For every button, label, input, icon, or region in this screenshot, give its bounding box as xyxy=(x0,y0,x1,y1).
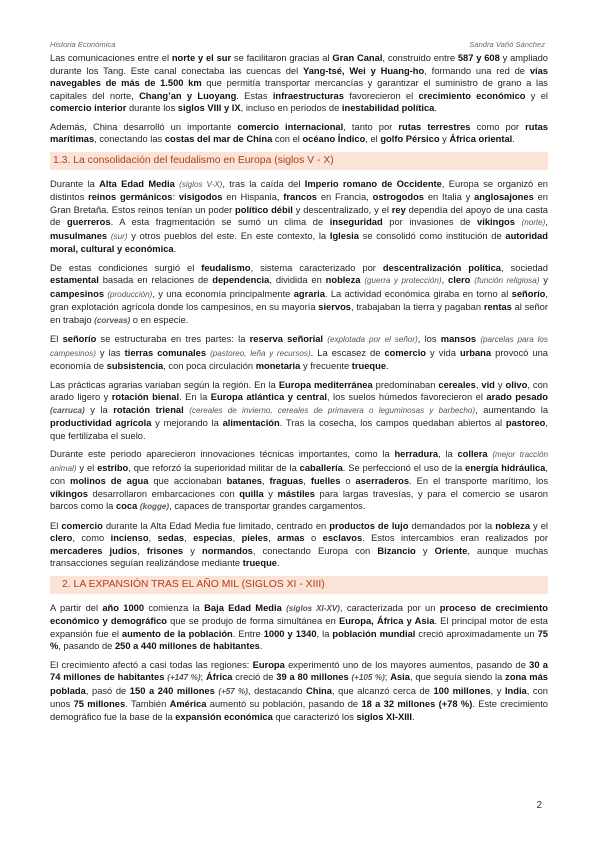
text-run: , sistema caracterizado por xyxy=(250,262,383,273)
bold-term: alimentación xyxy=(222,418,280,428)
text-run: y xyxy=(494,379,506,390)
bold-term: reserva señorial xyxy=(249,334,324,344)
text-run: , que seguía siendo la xyxy=(409,672,506,682)
bold-term: caballería xyxy=(299,462,343,473)
bold-term: crecimiento económico xyxy=(418,90,526,101)
text-run: . A esta fragmentación se sumó un clima de xyxy=(110,217,330,227)
text-run: . El principal motor de esta expansión fue el xyxy=(50,616,548,639)
text-run: y vida xyxy=(426,347,460,358)
text-run: . La actividad económica giraba en torno al xyxy=(324,288,512,299)
text-run: . xyxy=(276,558,280,568)
text-run xyxy=(515,217,522,227)
bold-term: clero xyxy=(50,533,73,543)
bold-term: rey xyxy=(391,204,406,215)
text-run: : xyxy=(172,192,179,202)
text-run: , conectando las xyxy=(94,134,165,144)
bold-term: rotación trienal xyxy=(113,404,184,415)
text-run: , caracterizada por un xyxy=(339,602,440,613)
bold-term: costas del mar de China xyxy=(164,134,273,144)
text-run: . xyxy=(386,361,389,371)
bold-term: vid xyxy=(481,379,495,390)
text-run: que caracterizó los xyxy=(272,711,357,722)
text-run: durante los xyxy=(126,103,178,113)
text-run: , la xyxy=(438,449,458,459)
section-heading-expansion: 2. LA EXPANSIÓN TRAS EL AÑO MIL (SIGLOS XI - XIII) xyxy=(50,576,548,594)
bold-term: proceso de crecimiento económico y demográfico xyxy=(50,602,548,626)
emphasis-text: (kogge) xyxy=(139,502,170,511)
bold-term: 30 a 74 millones de habitantes xyxy=(50,659,548,682)
text-run: y mejorando la xyxy=(151,418,223,428)
text-run: , xyxy=(148,533,158,543)
bold-term: rentas xyxy=(483,302,512,312)
text-run: , formando una red de xyxy=(424,65,530,76)
text-run: . En el transporte marítimo, los xyxy=(409,476,548,486)
bold-term: dependencia xyxy=(212,275,270,285)
text-run: A partir del xyxy=(50,602,103,613)
text-run: al señor en trabajo xyxy=(50,302,548,325)
bold-term xyxy=(94,315,130,325)
bold-term: campesinos xyxy=(50,288,105,299)
text-run: desarrollaron embarcaciones con xyxy=(87,488,240,499)
text-run: creció de xyxy=(232,672,277,682)
italic-note: (cereales de invierno, cereales de primavera o leguminosas y barbecho) xyxy=(189,405,476,415)
text-run: . Estos intercambios eran realizados por xyxy=(362,533,548,543)
bold-term: visigodos xyxy=(178,192,223,202)
text-run: y otros pueblos del este. En este contexto, la xyxy=(127,230,330,241)
bold-term: Europa xyxy=(252,659,285,670)
bold-term xyxy=(140,501,169,511)
bold-term: especias xyxy=(193,533,233,543)
text-run: De estas condiciones surgió el xyxy=(50,262,202,273)
text-run: en Francia, xyxy=(317,192,373,202)
text-run: , pasando de xyxy=(58,641,115,651)
paragraph-china-grand-canal xyxy=(50,52,548,115)
bold-term: India xyxy=(504,685,527,696)
bold-term: feudalismo xyxy=(201,262,251,273)
bold-term: rotación bienal xyxy=(111,392,180,402)
text-run: , que fertilizaba el suelo. xyxy=(50,418,548,441)
emphasis-text: (+105 %) xyxy=(351,673,385,682)
bold-term: 39 a 80 millones xyxy=(276,672,349,682)
text-run: o xyxy=(304,533,323,543)
bold-term: Europa mediterránea xyxy=(278,379,373,390)
bold-term: comercio interior xyxy=(50,103,127,113)
text-run: , dividida en xyxy=(269,275,326,285)
paragraph-agrarian-practices xyxy=(50,379,548,443)
text-run: . xyxy=(173,244,177,254)
bold-term xyxy=(218,686,248,696)
text-run: , que alcanzó cerca de xyxy=(331,685,434,696)
text-run: , gran explotación agrícola donde los campesinos, en su mayoría xyxy=(50,288,548,312)
bold-term: Iglesia xyxy=(329,230,359,241)
text-run: Además, China desarrolló un importante xyxy=(50,121,238,132)
paragraph-early-middle-ages xyxy=(50,178,548,256)
bold-term: Alta Edad Media xyxy=(99,178,175,189)
text-run: , xyxy=(261,476,270,486)
text-run: , la xyxy=(316,628,333,639)
bold-term: frisones xyxy=(146,545,184,556)
text-run: , tanto por xyxy=(343,121,399,132)
bold-term: anglosajones xyxy=(474,192,534,202)
text-run: , capaces de transportar grandes cargamentos. xyxy=(169,501,366,511)
text-run: y el xyxy=(525,90,548,101)
text-run: demandados por la xyxy=(408,520,496,531)
bold-term: China xyxy=(305,685,332,696)
emphasis-text: (carruca) xyxy=(50,405,85,415)
text-run: para largas travesías, y para el comercio se usaron barcos como la xyxy=(50,488,548,511)
text-run: , construido entre xyxy=(382,53,458,63)
italic-note: (función religiosa) xyxy=(474,276,540,285)
bold-term: productos de lujo xyxy=(329,520,409,531)
bold-term: inestabilidad política xyxy=(341,103,435,113)
text-run: en Hispania, xyxy=(222,192,284,202)
bold-term: quilla xyxy=(239,488,264,499)
bold-term: molinos de agua xyxy=(70,476,149,486)
paragraph-early-trade xyxy=(50,520,548,570)
bold-term: señorío xyxy=(511,288,546,299)
page-number: 2 xyxy=(536,800,542,811)
bold-term: aserraderos xyxy=(355,476,410,486)
bold-term: productividad agrícola xyxy=(50,418,152,428)
bold-term: 150 a 240 millones xyxy=(129,685,215,696)
bold-term: inseguridad xyxy=(329,217,383,227)
bold-term: estamental xyxy=(50,275,99,285)
text-run: , tras la caída del xyxy=(222,178,305,189)
text-run: . También xyxy=(125,699,170,709)
emphasis-text: (+57 %) xyxy=(218,686,248,696)
text-run: aumentó su población, pasando de xyxy=(206,699,362,709)
text-run: que accionaban xyxy=(148,476,227,486)
bold-term: Bizancio xyxy=(377,545,416,556)
text-run: Las prácticas agrarias variaban según la región. En la xyxy=(50,379,279,390)
bold-term: subsistencia xyxy=(106,361,164,371)
bold-term: 18 a 32 millones xyxy=(361,699,436,709)
bold-term: coca xyxy=(115,501,138,511)
bold-term: vikingos xyxy=(50,488,88,499)
text-run: y descentralizado, y el xyxy=(292,204,392,215)
text-run: Durante este periodo aparecieron innovaciones técnicas importantes, como la xyxy=(50,449,395,459)
text-run: , y xyxy=(490,685,505,696)
bold-term: Baja Edad Media xyxy=(204,602,282,613)
italic-note: (parcelas para los campesinos) xyxy=(50,335,548,358)
bold-term: aumento de la población xyxy=(121,628,233,639)
bold-term: trueque xyxy=(351,361,387,371)
text-run: . Se perfeccionó el uso de la xyxy=(342,462,466,473)
bold-term: incienso xyxy=(110,533,149,543)
bold-term: musulmanes xyxy=(50,230,108,241)
bold-term: América xyxy=(169,699,207,709)
bold-term: agraria xyxy=(293,288,325,299)
italic-note: (sur) xyxy=(110,231,128,241)
bold-term: nobleza xyxy=(495,520,531,531)
bold-term: urbana xyxy=(459,347,492,358)
text-run: por invasiones de xyxy=(382,217,478,227)
text-run: , xyxy=(475,379,482,390)
bold-term: población mundial xyxy=(332,628,416,639)
bold-term: clero xyxy=(448,275,471,285)
bold-term: trueque xyxy=(242,558,277,568)
text-run: y la xyxy=(84,404,114,415)
text-run: en Gran Bretaña. Estos reinos tenían un poder xyxy=(50,192,548,215)
text-run: basada en relaciones de xyxy=(98,275,213,285)
text-run: experimentó uno de los mayores aumentos, pasando de xyxy=(284,659,530,670)
bold-term: infraestructuras xyxy=(272,90,344,101)
bold-term: fraguas xyxy=(269,476,304,486)
text-run: , y una economía principalmente xyxy=(152,288,294,299)
bold-term: político débil xyxy=(235,204,293,215)
bold-term: 587 y 608 xyxy=(457,53,500,63)
bold-term: 250 a 440 millones de habitantes xyxy=(114,641,260,651)
text-run: , incluso en periodos de xyxy=(240,103,342,113)
text-run: , pasó de xyxy=(85,685,130,696)
paragraph-technical-innovations xyxy=(50,448,548,514)
paragraph-regional-growth xyxy=(50,659,548,724)
text-run: . xyxy=(412,711,415,722)
text-run: , destacando xyxy=(247,685,306,696)
bold-term: Imperio romano de Occidente xyxy=(304,178,442,189)
bold-term: nobleza xyxy=(325,275,361,285)
page-header xyxy=(50,40,545,52)
bold-term: arado pesado xyxy=(486,392,548,402)
text-run: ; xyxy=(384,672,391,682)
bold-term: océano Índico xyxy=(302,134,366,144)
bold-term: fuelles xyxy=(310,476,341,486)
bold-term: siglos VIII y IX xyxy=(177,103,241,113)
bold-term: rutas marítimas xyxy=(50,121,549,144)
bold-term: comercio xyxy=(61,520,103,531)
text-run: , xyxy=(268,533,278,543)
bold-term: Oriente xyxy=(434,545,468,556)
bold-term: siervos xyxy=(318,302,351,312)
italic-note: (guerra y protección) xyxy=(364,276,442,285)
text-run: se estructuraba en tres partes: la xyxy=(96,334,250,344)
bold-term: norte y el sur xyxy=(171,53,232,63)
text-run: , aumentando la xyxy=(475,404,549,415)
text-run: y ampliado durante los Tang. Este canal conectaba las cuencas del xyxy=(50,53,548,76)
text-run: y xyxy=(439,134,450,144)
text-run: . Estas xyxy=(236,90,273,101)
text-run: comienza la xyxy=(144,602,205,613)
text-run: ; xyxy=(200,672,206,682)
text-run: . En la xyxy=(179,392,211,402)
bold-term: mástiles xyxy=(277,488,315,499)
text-run: , xyxy=(441,275,449,285)
text-run: . Entre xyxy=(232,628,264,639)
bold-term: francos xyxy=(283,192,318,202)
bold-term: 100 millones xyxy=(433,685,491,696)
bold-term: batanes xyxy=(226,476,262,486)
emphasis-text: (+147 %) xyxy=(167,673,201,682)
bold-term: olivo xyxy=(505,379,528,390)
italic-note: (explotada por el señor) xyxy=(327,335,418,344)
bold-term: sedas xyxy=(157,533,185,543)
bold-term: expansión económica xyxy=(175,711,273,722)
bold-term: cereales xyxy=(438,379,476,390)
bold-term: vikingos xyxy=(477,217,515,227)
text-run: , conectando Europa con xyxy=(252,545,378,556)
text-run: , trabajaban la tierra y pagaban xyxy=(351,302,484,312)
bold-term: pieles xyxy=(241,533,269,543)
text-run: , los xyxy=(417,334,441,344)
text-run: dependía del apoyo de una casta de xyxy=(50,204,548,227)
paragraph-late-middle-ages xyxy=(50,602,548,653)
text-run: . xyxy=(259,641,263,651)
text-run: se facilitaron gracias al xyxy=(231,53,333,63)
text-run: o en especie. xyxy=(130,314,189,325)
bold-term: collera xyxy=(457,449,488,459)
bold-term: Europa atlántica y central xyxy=(210,392,327,402)
bold-term: energía hidráulica xyxy=(465,462,546,473)
paragraph-senorio-structure xyxy=(50,333,548,373)
bold-term: mansos xyxy=(440,334,477,344)
italic-note: (norte) xyxy=(521,218,546,227)
text-run: , con xyxy=(50,462,548,486)
bold-term: zona más poblada xyxy=(50,672,548,696)
text-run: que se produjo de forma simultánea en xyxy=(166,616,339,626)
text-run: El xyxy=(50,334,63,344)
bold-term: Gran Canal xyxy=(332,53,383,63)
paragraph-china-international-trade xyxy=(50,121,548,146)
bold-term: reinos germánicos xyxy=(88,192,173,202)
text-run: o xyxy=(340,476,356,486)
bold-term: año 1000 xyxy=(102,602,145,613)
text-run: , como xyxy=(72,533,111,543)
text-run: , xyxy=(545,217,548,227)
bold-term: estribo xyxy=(97,462,129,473)
bold-term: normandos xyxy=(201,545,253,556)
bold-term: siglos XI-XIII xyxy=(356,711,412,722)
italic-note: (siglos V-X) xyxy=(179,179,223,189)
text-run: , Europa se organizó en distintos xyxy=(50,178,548,202)
emphasis-text: (corveas) xyxy=(94,315,131,325)
text-run: en Italia y xyxy=(424,192,475,202)
bold-term: mercaderes judíos xyxy=(50,545,138,556)
text-run: y xyxy=(263,488,278,499)
bold-term: monetaria xyxy=(255,361,301,371)
bold-term: 1000 y 1340 xyxy=(263,628,317,639)
bold-term: Yang-tsé, Wei y Huang-ho xyxy=(302,65,425,76)
text-run: , xyxy=(137,545,147,556)
text-run: , xyxy=(184,533,194,543)
paragraph-feudalism xyxy=(50,262,548,328)
text-run: y xyxy=(415,545,435,556)
bold-term: Europa, África y Asia xyxy=(338,616,435,626)
text-run: Durante la xyxy=(50,178,100,189)
text-run: , que reforzó la superioridad militar de la xyxy=(128,462,300,473)
text-run: , sociedad xyxy=(501,262,548,273)
bold-term: rutas terrestres xyxy=(398,121,471,132)
text-run: . Este crecimiento demográfico fue la base de la xyxy=(50,699,549,722)
text-run: , xyxy=(303,476,311,486)
text-run: . xyxy=(434,103,437,113)
bold-term: pastoreo xyxy=(505,418,546,428)
bold-term xyxy=(50,405,85,415)
text-run: predominaban xyxy=(372,379,439,390)
italic-note: (mejor tracción animal) xyxy=(50,450,548,473)
text-run: , con poca circulación xyxy=(163,361,256,371)
text-run: y el xyxy=(530,520,548,531)
header-course-title: Historia Económica xyxy=(50,40,116,49)
text-run: y frecuente xyxy=(300,361,352,371)
section-heading-feudalism: 1.3. La consolidación del feudalismo en Europa (siglos V - X) xyxy=(50,152,548,170)
text-run: favorecieron el xyxy=(343,90,419,101)
bold-term: tierras comunales xyxy=(124,347,207,358)
header-author: Sandra Vañó Sánchez xyxy=(469,40,545,49)
text-run: se consolidó como institución de xyxy=(358,230,506,241)
bold-term: 75 millones xyxy=(73,699,126,709)
bold-term: (+78 %) xyxy=(438,699,473,709)
text-run: El xyxy=(50,520,62,531)
emphasis-text: (siglos XI-XV) xyxy=(286,603,340,613)
bold-term: armas xyxy=(277,533,305,543)
bold-term: Asia xyxy=(390,672,410,682)
bold-term: 75 % xyxy=(50,628,548,651)
text-run: . La escasez de xyxy=(310,347,385,358)
text-run: que permitía transportar mercancías y garantizar el suministro de grano a las capitales del norte, xyxy=(50,78,548,101)
text-run: , xyxy=(232,533,242,543)
text-run: provocó una economía de xyxy=(50,347,548,371)
bold-term: autoridad moral, cultural y económica xyxy=(50,230,548,254)
bold-term: comercio internacional xyxy=(237,121,344,132)
text-run: . xyxy=(512,134,515,144)
text-run: , aunque muchas transacciones seguían realizándose mediante xyxy=(50,545,549,568)
bold-term xyxy=(286,603,340,613)
bold-term: Chang’an y Luoyang xyxy=(139,90,237,101)
text-run: creció aproximadamente un xyxy=(415,628,538,639)
bold-term: herradura xyxy=(394,449,439,459)
text-run: como por xyxy=(470,121,526,132)
italic-note: (pastoreo, leña y recursos) xyxy=(210,348,311,358)
italic-note: (producción) xyxy=(107,289,153,299)
bold-term: África xyxy=(205,672,233,682)
text-run: , el xyxy=(365,134,381,144)
text-run: y xyxy=(539,275,548,285)
document-body xyxy=(50,52,548,729)
bold-term: África oriental xyxy=(449,134,513,144)
text-run: , con arado ligero y xyxy=(50,379,548,402)
text-run: El crecimiento afectó a casi todas las regiones: xyxy=(50,659,253,670)
text-run: , los suelos húmedos favorecieron el xyxy=(327,392,487,402)
bold-term: ostrogodos xyxy=(372,192,424,202)
text-run: , con unos xyxy=(50,685,548,709)
text-run: y xyxy=(183,545,202,556)
text-run: . Tras la cosecha, los campos quedaban abiertos al xyxy=(279,418,506,428)
bold-term xyxy=(351,672,384,682)
bold-term: señorío xyxy=(62,334,97,344)
bold-term: vías navegables de más de 1.500 km xyxy=(50,65,548,88)
bold-term: comercio xyxy=(384,347,427,358)
bold-term: guerreros xyxy=(66,217,111,227)
text-run: Las comunicaciones entre el xyxy=(50,53,172,63)
text-run: y el xyxy=(76,462,98,473)
bold-term xyxy=(167,672,200,682)
bold-term: esclavos xyxy=(322,533,363,543)
bold-term: descentralización política xyxy=(382,262,501,273)
text-run: con el xyxy=(272,134,303,144)
text-run: y las xyxy=(95,347,125,358)
text-run: durante la Alta Edad Media fue limitado, centrado en xyxy=(102,520,330,531)
bold-term: golfo Pérsico xyxy=(380,134,440,144)
